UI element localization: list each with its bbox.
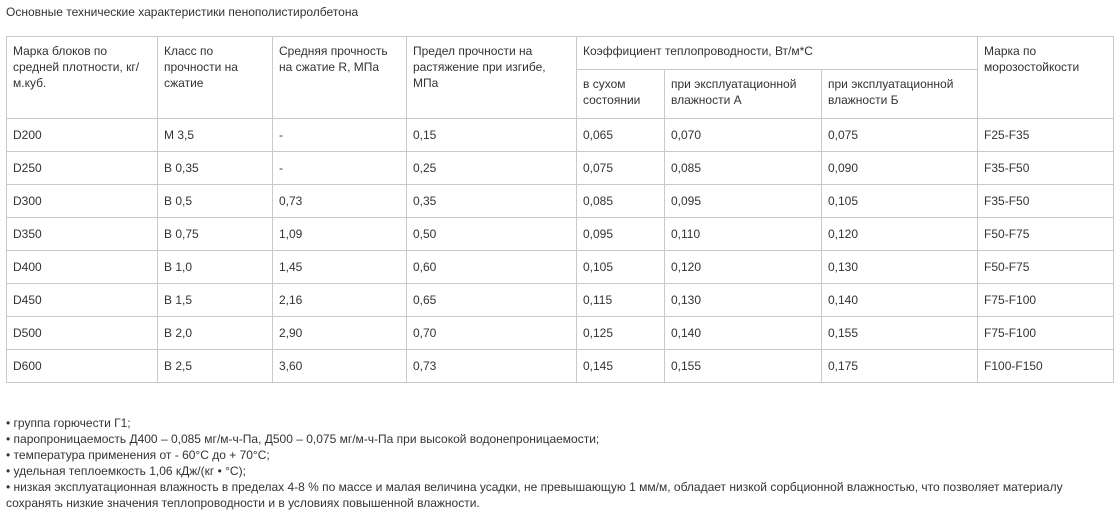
cell-density-mark: D400 — [7, 251, 158, 284]
header-row — [7, 37, 1114, 70]
table-row — [7, 284, 1114, 317]
header-conductivity-b: при эксплуатационной влажности Б — [822, 70, 978, 119]
cell-conductivity-b: 0,130 — [822, 251, 978, 284]
cell-frost-mark: F75-F100 — [978, 317, 1114, 350]
cell-conductivity-b: 0,120 — [822, 218, 978, 251]
cell-compressive-strength: - — [273, 119, 407, 152]
cell-density-mark: D250 — [7, 152, 158, 185]
specs-table — [6, 36, 1114, 383]
page-title: Основные технические характеристики пенополистиролбетона — [6, 5, 359, 19]
cell-strength-class: М 3,5 — [158, 119, 273, 152]
cell-tensile-strength: 0,50 — [407, 218, 577, 251]
cell-strength-class: В 2,0 — [158, 317, 273, 350]
cell-compressive-strength: 2,90 — [273, 317, 407, 350]
header-compressive-strength: Средняя прочность на сжатие R, МПа — [273, 37, 407, 119]
note-item: • удельная теплоемкость 1,06 кДж/(кг • °С); — [6, 464, 246, 478]
cell-compressive-strength: 3,60 — [273, 350, 407, 383]
cell-conductivity-dry: 0,085 — [577, 185, 665, 218]
cell-tensile-strength: 0,35 — [407, 185, 577, 218]
cell-conductivity-dry: 0,075 — [577, 152, 665, 185]
cell-conductivity-a: 0,140 — [665, 317, 822, 350]
header-conductivity-group: Коэффициент теплопроводности, Вт/м*С — [577, 37, 978, 70]
cell-frost-mark: F75-F100 — [978, 284, 1114, 317]
cell-compressive-strength: - — [273, 152, 407, 185]
cell-conductivity-dry: 0,115 — [577, 284, 665, 317]
cell-conductivity-dry: 0,095 — [577, 218, 665, 251]
cell-density-mark: D300 — [7, 185, 158, 218]
cell-conductivity-b: 0,175 — [822, 350, 978, 383]
cell-density-mark: D450 — [7, 284, 158, 317]
table-row — [7, 317, 1114, 350]
cell-density-mark: D350 — [7, 218, 158, 251]
header-conductivity-dry: в сухом состоянии — [577, 70, 665, 119]
table-row — [7, 185, 1114, 218]
cell-frost-mark: F50-F75 — [978, 251, 1114, 284]
cell-tensile-strength: 0,70 — [407, 317, 577, 350]
table-row — [7, 119, 1114, 152]
table-row — [7, 218, 1114, 251]
header-conductivity-a: при эксплуатационной влажности А — [665, 70, 822, 119]
cell-conductivity-a: 0,085 — [665, 152, 822, 185]
cell-conductivity-dry: 0,145 — [577, 350, 665, 383]
cell-conductivity-a: 0,110 — [665, 218, 822, 251]
cell-frost-mark: F50-F75 — [978, 218, 1114, 251]
cell-frost-mark: F100-F150 — [978, 350, 1114, 383]
table-row — [7, 350, 1114, 383]
note-item: • паропроницаемость Д400 – 0,085 мг/м-ч-Па, Д500 – 0,075 мг/м-ч-Па при высокой водонепроницаемости; — [6, 432, 600, 446]
cell-conductivity-b: 0,090 — [822, 152, 978, 185]
notes-list — [6, 415, 1107, 511]
note-item: • группа горючести Г1; — [6, 416, 131, 430]
cell-tensile-strength: 0,65 — [407, 284, 577, 317]
table-row — [7, 251, 1114, 284]
cell-conductivity-dry: 0,125 — [577, 317, 665, 350]
cell-compressive-strength: 1,09 — [273, 218, 407, 251]
cell-strength-class: В 0,5 — [158, 185, 273, 218]
note-item: • температура применения от - 60°С до + 70°С; — [6, 448, 270, 462]
header-frost-mark: Марка по морозостойкости — [978, 37, 1114, 119]
cell-conductivity-dry: 0,105 — [577, 251, 665, 284]
header-strength-class: Класс по прочности на сжатие — [158, 37, 273, 119]
cell-strength-class: В 0,75 — [158, 218, 273, 251]
cell-tensile-strength: 0,60 — [407, 251, 577, 284]
header-density-mark: Марка блоков по средней плотности, кг/м.куб. — [7, 37, 158, 119]
cell-tensile-strength: 0,73 — [407, 350, 577, 383]
cell-conductivity-a: 0,120 — [665, 251, 822, 284]
cell-conductivity-b: 0,155 — [822, 317, 978, 350]
cell-density-mark: D600 — [7, 350, 158, 383]
cell-strength-class: В 1,5 — [158, 284, 273, 317]
cell-compressive-strength: 0,73 — [273, 185, 407, 218]
cell-strength-class: В 2,5 — [158, 350, 273, 383]
cell-compressive-strength: 1,45 — [273, 251, 407, 284]
header-tensile-strength: Предел прочности на растяжение при изгибе, МПа — [407, 37, 577, 119]
cell-compressive-strength: 2,16 — [273, 284, 407, 317]
cell-frost-mark: F25-F35 — [978, 119, 1114, 152]
cell-conductivity-b: 0,075 — [822, 119, 978, 152]
cell-tensile-strength: 0,15 — [407, 119, 577, 152]
cell-strength-class: В 1,0 — [158, 251, 273, 284]
cell-conductivity-b: 0,105 — [822, 185, 978, 218]
cell-tensile-strength: 0,25 — [407, 152, 577, 185]
cell-density-mark: D200 — [7, 119, 158, 152]
cell-conductivity-a: 0,070 — [665, 119, 822, 152]
cell-conductivity-b: 0,140 — [822, 284, 978, 317]
note-item: • низкая эксплуатационная влажность в пределах 4-8 % по массе и малая величина усадки, не превышающую 1 мм/м, обладает низкой сорбционной влажностью, что позволяет материалу сохранять низкие значения теплопроводности и в условиях повышенной влажности. — [6, 480, 1063, 510]
cell-conductivity-a: 0,155 — [665, 350, 822, 383]
cell-conductivity-dry: 0,065 — [577, 119, 665, 152]
cell-strength-class: В 0,35 — [158, 152, 273, 185]
cell-conductivity-a: 0,130 — [665, 284, 822, 317]
cell-frost-mark: F35-F50 — [978, 185, 1114, 218]
cell-frost-mark: F35-F50 — [978, 152, 1114, 185]
table-row — [7, 152, 1114, 185]
table-body — [7, 119, 1114, 383]
cell-conductivity-a: 0,095 — [665, 185, 822, 218]
cell-density-mark: D500 — [7, 317, 158, 350]
